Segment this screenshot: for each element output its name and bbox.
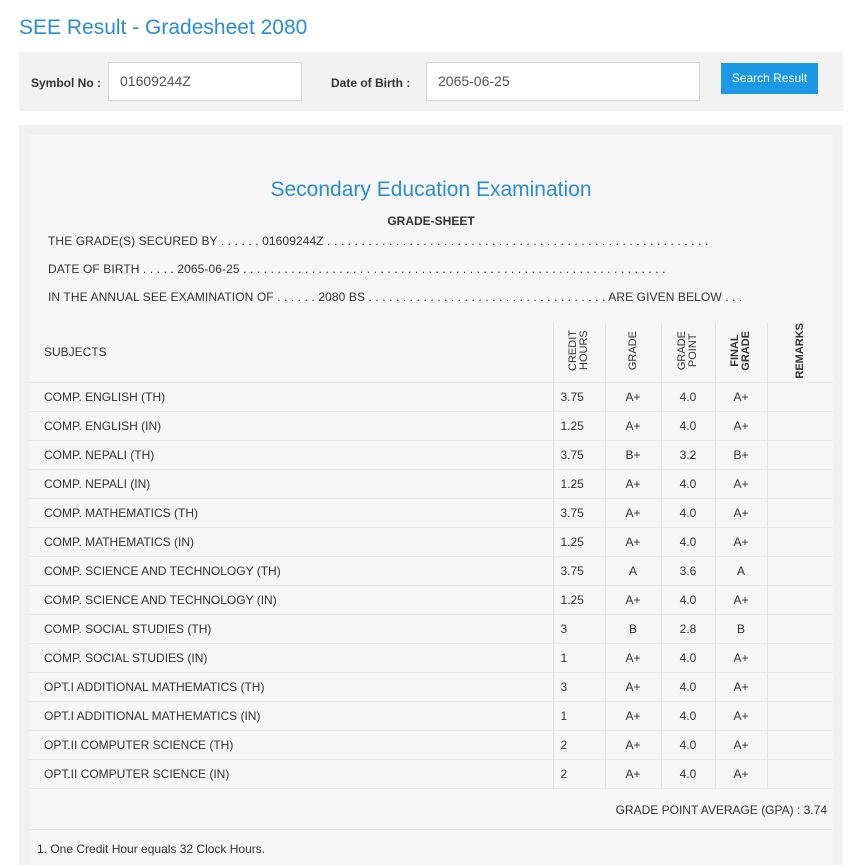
- table-row: [29, 411, 833, 440]
- secured-by-line: [48, 234, 708, 248]
- header-final-grade-text: FINAL GRADE: [729, 330, 752, 371]
- final-grade-cell: B+: [715, 440, 767, 469]
- remarks-cell: [767, 527, 833, 556]
- credit-hours-cell: 3: [553, 672, 605, 701]
- credit-hours-cell: 3.75: [553, 440, 605, 469]
- grade-point-cell: 4.0: [661, 585, 715, 614]
- exam-suffix: . . . . . . . . . . . . . . . . . . . . . . . . . . . . . . . . . . . ARE GIVEN BELOW . . .: [365, 290, 743, 304]
- gpa-text: GRADE POINT AVERAGE (GPA) : 3.74: [615, 803, 827, 817]
- grade-cell: B: [605, 614, 661, 643]
- subject-cell: COMP. SOCIAL STUDIES (IN): [29, 643, 553, 672]
- header-remarks: [767, 323, 833, 382]
- credit-hours-cell: 1.25: [553, 527, 605, 556]
- final-grade-cell: A+: [715, 701, 767, 730]
- subject-cell: COMP. ENGLISH (TH): [29, 382, 553, 411]
- credit-hours-cell: 3.75: [553, 498, 605, 527]
- final-grade-cell: B: [715, 614, 767, 643]
- secured-by-value: 01609244Z: [262, 234, 324, 248]
- remarks-cell: [767, 440, 833, 469]
- header-credit-hours: [553, 323, 605, 382]
- header-credit-hours-text: CREDIT HOURS: [567, 330, 590, 372]
- subject-cell: COMP. SCIENCE AND TECHNOLOGY (TH): [29, 556, 553, 585]
- grade-cell: A+: [605, 730, 661, 759]
- table-row: [29, 585, 833, 614]
- credit-hours-cell: 3.75: [553, 382, 605, 411]
- search-bar: [19, 52, 843, 111]
- grade-point-cell: 4.0: [661, 527, 715, 556]
- final-grade-cell: A: [715, 556, 767, 585]
- remarks-cell: [767, 643, 833, 672]
- header-grade: [605, 323, 661, 382]
- grade-point-cell: 4.0: [661, 498, 715, 527]
- remarks-cell: [767, 730, 833, 759]
- table-row: [29, 440, 833, 469]
- table-row: [29, 469, 833, 498]
- subject-cell: COMP. NEPALI (IN): [29, 469, 553, 498]
- examination-line: [48, 290, 742, 304]
- gradesheet-title: GRADE-SHEET: [387, 214, 475, 228]
- grade-cell: A+: [605, 527, 661, 556]
- exam-prefix: IN THE ANNUAL SEE EXAMINATION OF . . . . . .: [48, 290, 319, 304]
- dob-input[interactable]: 2065-06-25: [426, 62, 700, 101]
- grade-point-cell: 2.8: [661, 614, 715, 643]
- grade-cell: A+: [605, 411, 661, 440]
- credit-hours-cell: 2: [553, 759, 605, 788]
- subject-cell: COMP. ENGLISH (IN): [29, 411, 553, 440]
- search-result-button[interactable]: Search Result: [721, 63, 818, 94]
- table-row: [29, 556, 833, 585]
- grade-cell: A+: [605, 701, 661, 730]
- grade-point-cell: 4.0: [661, 701, 715, 730]
- final-grade-cell: A+: [715, 527, 767, 556]
- grade-cell: A+: [605, 382, 661, 411]
- header-final-grade: [715, 323, 767, 382]
- grade-cell: A+: [605, 469, 661, 498]
- subject-cell: COMP. MATHEMATICS (TH): [29, 498, 553, 527]
- grade-cell: A+: [605, 759, 661, 788]
- secured-by-prefix: THE GRADE(S) SECURED BY . . . . . .: [48, 234, 263, 248]
- table-row: [29, 527, 833, 556]
- remarks-cell: [767, 382, 833, 411]
- grade-cell: A: [605, 556, 661, 585]
- header-grade-text: GRADE: [626, 331, 639, 371]
- exam-title: Secondary Education Examination: [270, 178, 592, 201]
- final-grade-cell: A+: [715, 382, 767, 411]
- dob-value: 2065-06-25: [177, 262, 240, 276]
- grades-header-row: [29, 323, 833, 382]
- final-grade-cell: A+: [715, 759, 767, 788]
- grade-cell: A+: [605, 585, 661, 614]
- grade-point-cell: 4.0: [661, 643, 715, 672]
- grade-cell: A+: [605, 498, 661, 527]
- header-grade-point-text: GRADE POINT: [676, 331, 699, 371]
- final-grade-cell: A+: [715, 643, 767, 672]
- table-row: [29, 498, 833, 527]
- remarks-cell: [767, 498, 833, 527]
- final-grade-cell: A+: [715, 585, 767, 614]
- remarks-cell: [767, 672, 833, 701]
- grade-point-cell: 4.0: [661, 411, 715, 440]
- credit-hours-cell: 2: [553, 730, 605, 759]
- secured-by-suffix: . . . . . . . . . . . . . . . . . . . . . . . . . . . . . . . . . . . . . . . . . . . . . . . . . . . . . . . .: [323, 234, 709, 248]
- final-grade-cell: A+: [715, 469, 767, 498]
- table-row: [29, 730, 833, 759]
- grade-point-cell: 4.0: [661, 469, 715, 498]
- credit-hours-cell: 1: [553, 701, 605, 730]
- final-grade-cell: A+: [715, 498, 767, 527]
- table-row: [29, 614, 833, 643]
- grade-cell: B+: [605, 440, 661, 469]
- credit-hours-cell: 3: [553, 614, 605, 643]
- credit-hour-note: 1. One Credit Hour equals 32 Clock Hours.: [37, 842, 266, 856]
- grade-point-cell: 3.2: [661, 440, 715, 469]
- subject-cell: OPT.I ADDITIONAL MATHEMATICS (IN): [29, 701, 553, 730]
- remarks-cell: [767, 556, 833, 585]
- grade-point-cell: 4.0: [661, 672, 715, 701]
- credit-hours-cell: 1.25: [553, 585, 605, 614]
- subject-cell: OPT.I ADDITIONAL MATHEMATICS (TH): [29, 672, 553, 701]
- exam-value: 2080 BS: [318, 290, 366, 304]
- remarks-cell: [767, 585, 833, 614]
- remarks-cell: [767, 411, 833, 440]
- final-grade-cell: A+: [715, 730, 767, 759]
- gradesheet-container: [19, 125, 843, 865]
- dob-prefix: DATE OF BIRTH . . . . .: [48, 262, 178, 276]
- remarks-cell: [767, 701, 833, 730]
- grade-point-cell: 4.0: [661, 759, 715, 788]
- credit-hours-cell: 3.75: [553, 556, 605, 585]
- grade-cell: A+: [605, 672, 661, 701]
- subject-cell: COMP. SCIENCE AND TECHNOLOGY (IN): [29, 585, 553, 614]
- date-of-birth-line: [48, 262, 666, 276]
- subject-cell: COMP. SOCIAL STUDIES (TH): [29, 614, 553, 643]
- grade-cell: A+: [605, 643, 661, 672]
- credit-hours-cell: 1.25: [553, 411, 605, 440]
- grade-point-cell: 4.0: [661, 382, 715, 411]
- gpa-row: [29, 783, 833, 830]
- grade-point-cell: 4.0: [661, 730, 715, 759]
- subject-cell: OPT.II COMPUTER SCIENCE (IN): [29, 759, 553, 788]
- grades-table: [29, 323, 833, 789]
- symbol-input[interactable]: 01609244Z: [108, 62, 302, 101]
- subject-cell: OPT.II COMPUTER SCIENCE (TH): [29, 730, 553, 759]
- credit-hours-cell: 1.25: [553, 469, 605, 498]
- header-remarks-text: REMARKS: [793, 323, 806, 379]
- table-row: [29, 382, 833, 411]
- dob-label: Date of Birth :: [331, 76, 411, 90]
- credit-hours-cell: 1: [553, 643, 605, 672]
- final-grade-cell: A+: [715, 672, 767, 701]
- header-subjects: SUBJECTS: [29, 323, 553, 382]
- grade-point-cell: 3.6: [661, 556, 715, 585]
- final-grade-cell: A+: [715, 411, 767, 440]
- subject-cell: COMP. MATHEMATICS (IN): [29, 527, 553, 556]
- gradesheet: [29, 135, 833, 865]
- table-row: [29, 643, 833, 672]
- table-row: [29, 672, 833, 701]
- table-row: [29, 701, 833, 730]
- remarks-cell: [767, 469, 833, 498]
- header-grade-point: [661, 323, 715, 382]
- page-title: SEE Result - Gradesheet 2080: [19, 16, 308, 39]
- dob-suffix: . . . . . . . . . . . . . . . . . . . . . . . . . . . . . . . . . . . . . . . . . . . . . . . . . . . . . . . . . . . . . .: [239, 262, 666, 276]
- subject-cell: COMP. NEPALI (TH): [29, 440, 553, 469]
- remarks-cell: [767, 614, 833, 643]
- symbol-label: Symbol No :: [31, 76, 102, 90]
